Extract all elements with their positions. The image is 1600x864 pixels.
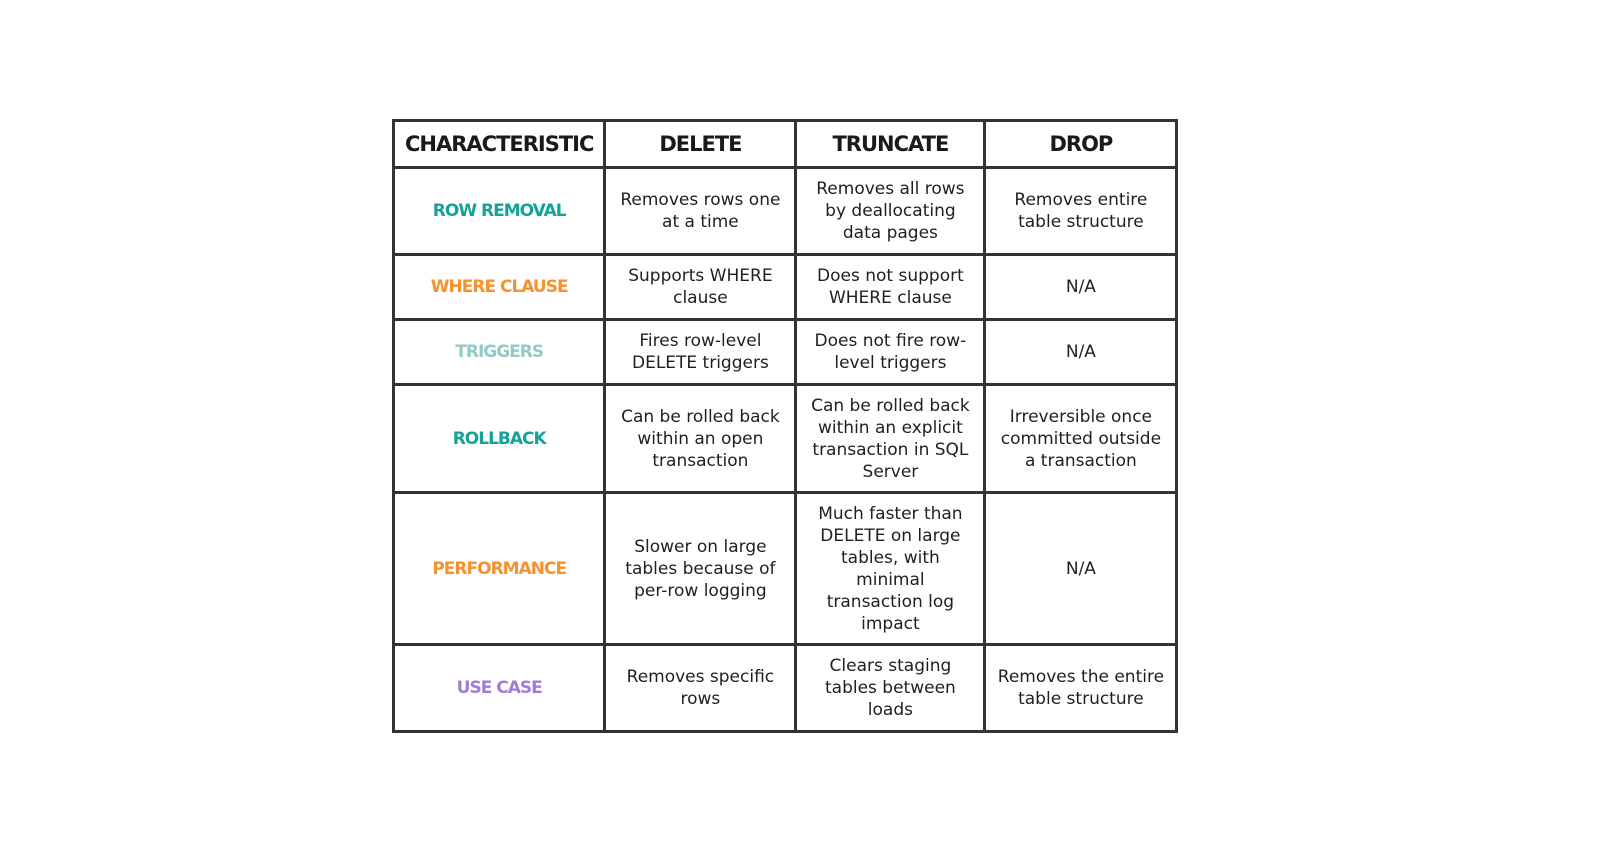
delete-cell: Removes specific rows [605,645,796,732]
comparison-table-container [392,119,1178,733]
header-truncate: TRUNCATE [796,121,985,168]
characteristic-triggers: TRIGGERS [394,320,605,385]
table-row [394,255,1177,320]
characteristic-performance: PERFORMANCE [394,493,605,645]
table-row [394,320,1177,385]
header-drop: DROP [985,121,1177,168]
table-row [394,168,1177,255]
truncate-cell: Does not fire row-level triggers [796,320,985,385]
characteristic-use-case: USE CASE [394,645,605,732]
delete-cell: Can be rolled back within an open transaction [605,385,796,493]
truncate-cell: Clears staging tables between loads [796,645,985,732]
truncate-cell: Can be rolled back within an explicit transaction in SQL Server [796,385,985,493]
header-characteristic: CHARACTERISTIC [394,121,605,168]
truncate-cell: Removes all rows by deallocating data pages [796,168,985,255]
delete-truncate-drop-comparison-table [392,119,1178,733]
table-header-row [394,121,1177,168]
table-row [394,493,1177,645]
truncate-cell: Much faster than DELETE on large tables, with minimal transaction log impact [796,493,985,645]
delete-cell: Supports WHERE clause [605,255,796,320]
drop-cell: N/A [985,320,1177,385]
delete-cell: Removes rows one at a time [605,168,796,255]
drop-cell: N/A [985,493,1177,645]
table-row [394,385,1177,493]
delete-cell: Slower on large tables because of per-row logging [605,493,796,645]
drop-cell: Removes the entire table structure [985,645,1177,732]
drop-cell: N/A [985,255,1177,320]
table-row [394,645,1177,732]
truncate-cell: Does not support WHERE clause [796,255,985,320]
characteristic-row-removal: ROW REMOVAL [394,168,605,255]
header-delete: DELETE [605,121,796,168]
characteristic-where-clause: WHERE CLAUSE [394,255,605,320]
characteristic-rollback: ROLLBACK [394,385,605,493]
drop-cell: Removes entire table structure [985,168,1177,255]
delete-cell: Fires row-level DELETE triggers [605,320,796,385]
drop-cell: Irreversible once committed outside a transaction [985,385,1177,493]
